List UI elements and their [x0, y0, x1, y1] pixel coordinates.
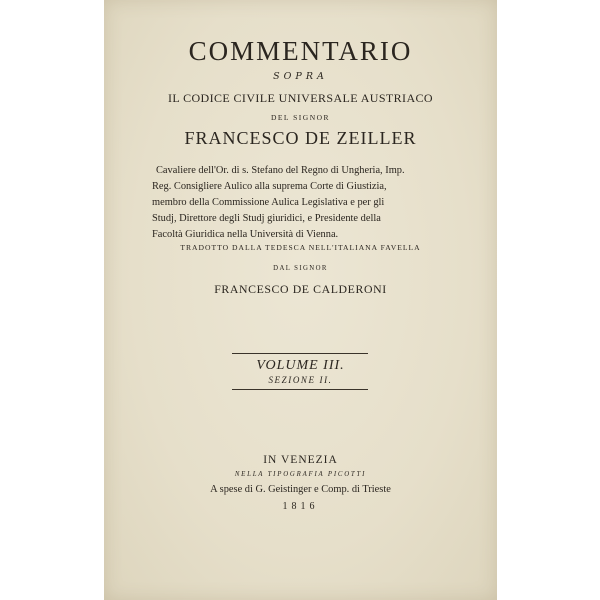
author-name: FRANCESCO DE ZEILLER — [184, 128, 417, 148]
title-connector: SOPRA — [273, 71, 328, 82]
author-description-line: Cavaliere dell'Or. di s. Stefano del Regno di Ungheria, Imp. — [156, 165, 405, 176]
author-description-line: Studj, Direttore degli Studj giuridici, e Presidente della — [152, 213, 381, 224]
author-description-line: Facoltà Giuridica nella Università di Vienna. — [152, 229, 339, 240]
translator-label: DAL SIGNOR — [273, 265, 328, 272]
volume-rule-top — [232, 353, 368, 354]
section-number: SEZIONE II. — [268, 375, 333, 385]
translator-name: FRANCESCO DE CALDERONI — [214, 282, 387, 296]
author-description-line: membro della Commissione Aulica Legislativa e per gli — [152, 197, 385, 208]
book-title: COMMENTARIO — [188, 36, 413, 66]
imprint-printer: NELLA TIPOGRAFIA PICOTTI — [234, 471, 367, 478]
imprint-year: 1816 — [282, 501, 319, 512]
author-description-line: Reg. Consigliere Aulico alla suprema Corte di Giustizia, — [152, 181, 387, 192]
author-label: DEL SIGNOR — [270, 113, 331, 122]
volume-rule-bottom — [232, 389, 368, 390]
translation-note: TRADOTTO DALLA TEDESCA NELL'ITALIANA FAVELLA — [180, 243, 421, 252]
volume-number: VOLUME III. — [256, 358, 345, 373]
imprint-city: IN VENEZIA — [263, 454, 338, 466]
title-page — [104, 0, 497, 600]
book-subject: IL CODICE CIVILE UNIVERSALE AUSTRIACO — [167, 91, 433, 105]
imprint-publisher: A spese di G. Geistinger e Comp. di Trieste — [210, 484, 391, 495]
